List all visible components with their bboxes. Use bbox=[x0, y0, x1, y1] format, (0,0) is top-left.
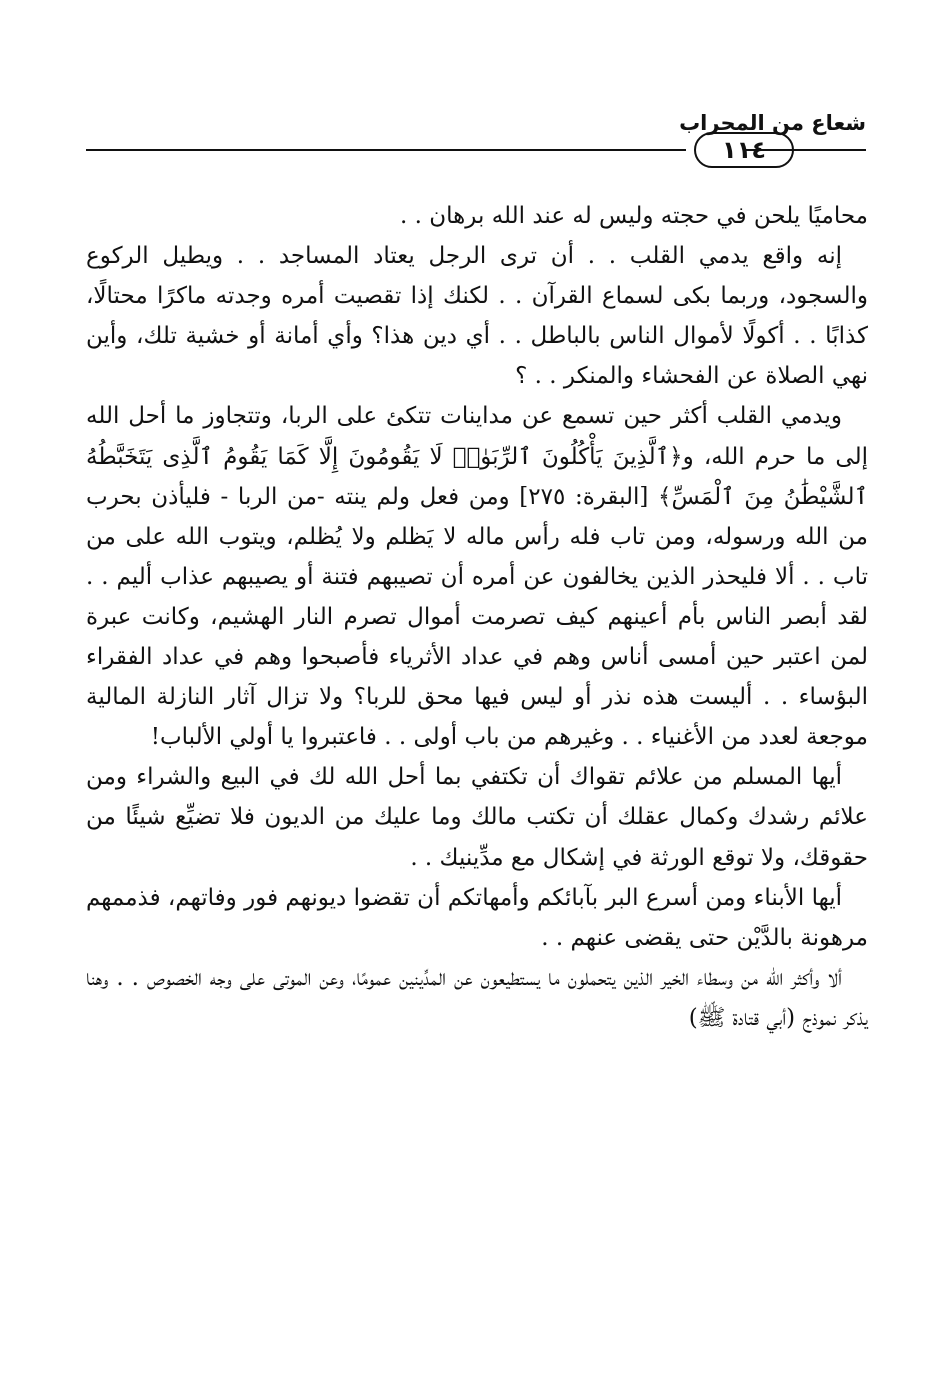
paragraph: محاميًا يلحن في حجته وليس له عند الله برهان . . bbox=[400, 203, 868, 229]
page-number-badge: ١١٤ bbox=[694, 132, 794, 168]
page-header bbox=[86, 108, 866, 168]
paragraph: ألا وأكثر الله من وسطاء الخير الذين يتحملون ما يستطيعون عن المدِّينين عمومًا، وعن الموتى على وجه الخصوص . . وهنا يذكر نموذج (أبي قتادة ﷺ) bbox=[86, 964, 868, 1031]
paragraph: أيها الأبناء ومن أسرع البر بآبائكم وأمهاتكم أن تقضوا ديونهم فور وفاتهم، فذممهم مرهونة بالدَّيْن حتى يقضى عنهم . . bbox=[86, 884, 868, 951]
paragraph: ويدمي القلب أكثر حين تسمع عن مداينات تتكئ على الربا، وتتجاوز ما أحل الله إلى ما حرم الله، و﴿ٱلَّذِينَ يَأْكُلُونَ ٱلرِّبَوٰا۟ لَا يَقُومُونَ إِلَّا كَمَا يَقُومُ ٱلَّذِى يَتَخَبَّطُهُ ٱلشَّيْطَٰنُ مِنَ ٱلْمَسِّ﴾ [البقرة: ٢٧٥] ومن فعل ولم ينته -من الربا - فليأذن بحرب من الله ورسوله، ومن تاب فله رأس ماله لا يَظلم ولا يُظلم، ويتوب الله على من تاب . . ألا فليحذر الذين يخالفون عن أمره أن تصيبهم فتنة أو يصيبهم عذاب أليم . . لقد أبصر الناس بأم أعينهم كيف تصرمت أموال تصرم النار الهشيم، وكانت عبرة لمن اعتبر حين أمسى أناس وهم في عداد الأثرياء فأصبحوا وهم في عداد الفقراء البؤساء . . أليست هذه نذر أو ليس فيها محق للربا؟ ولا تزال آثار النازلة المالية موجعة لعدد من الأغنياء . . وغيرهم من باب أولى . . فاعتبروا يا أولي الألباب! bbox=[86, 403, 868, 751]
body-text bbox=[86, 196, 868, 1038]
paragraph: إنه واقع يدمي القلب . . أن ترى الرجل يعتاد المساجد . . ويطيل الركوع والسجود، وربما بكى لسماع القرآن . . لكنك إذا تقصيت أمره وجدته ماكرًا محتالًا، كذابًا . . أكولًا لأموال الناس بالباطل . . أي دين هذا؟ وأي أمانة أو خشية تلك، وأين نهي الصلاة عن الفحشاء والمنكر . . ؟ bbox=[86, 243, 868, 390]
paragraph: أيها المسلم من علائم تقواك أن تكتفي بما أحل الله لك في البيع والشراء ومن علائم رشدك وكمال عقلك أن تكتب مالك وما عليك من الديون فلا تضيِّع شيئًا من حقوقك، ولا توقع الورثة في إشكال مع مدِّينيك . . bbox=[86, 764, 868, 871]
header-rule-left bbox=[86, 149, 686, 151]
running-title: شعاع من المحراب bbox=[679, 111, 866, 135]
